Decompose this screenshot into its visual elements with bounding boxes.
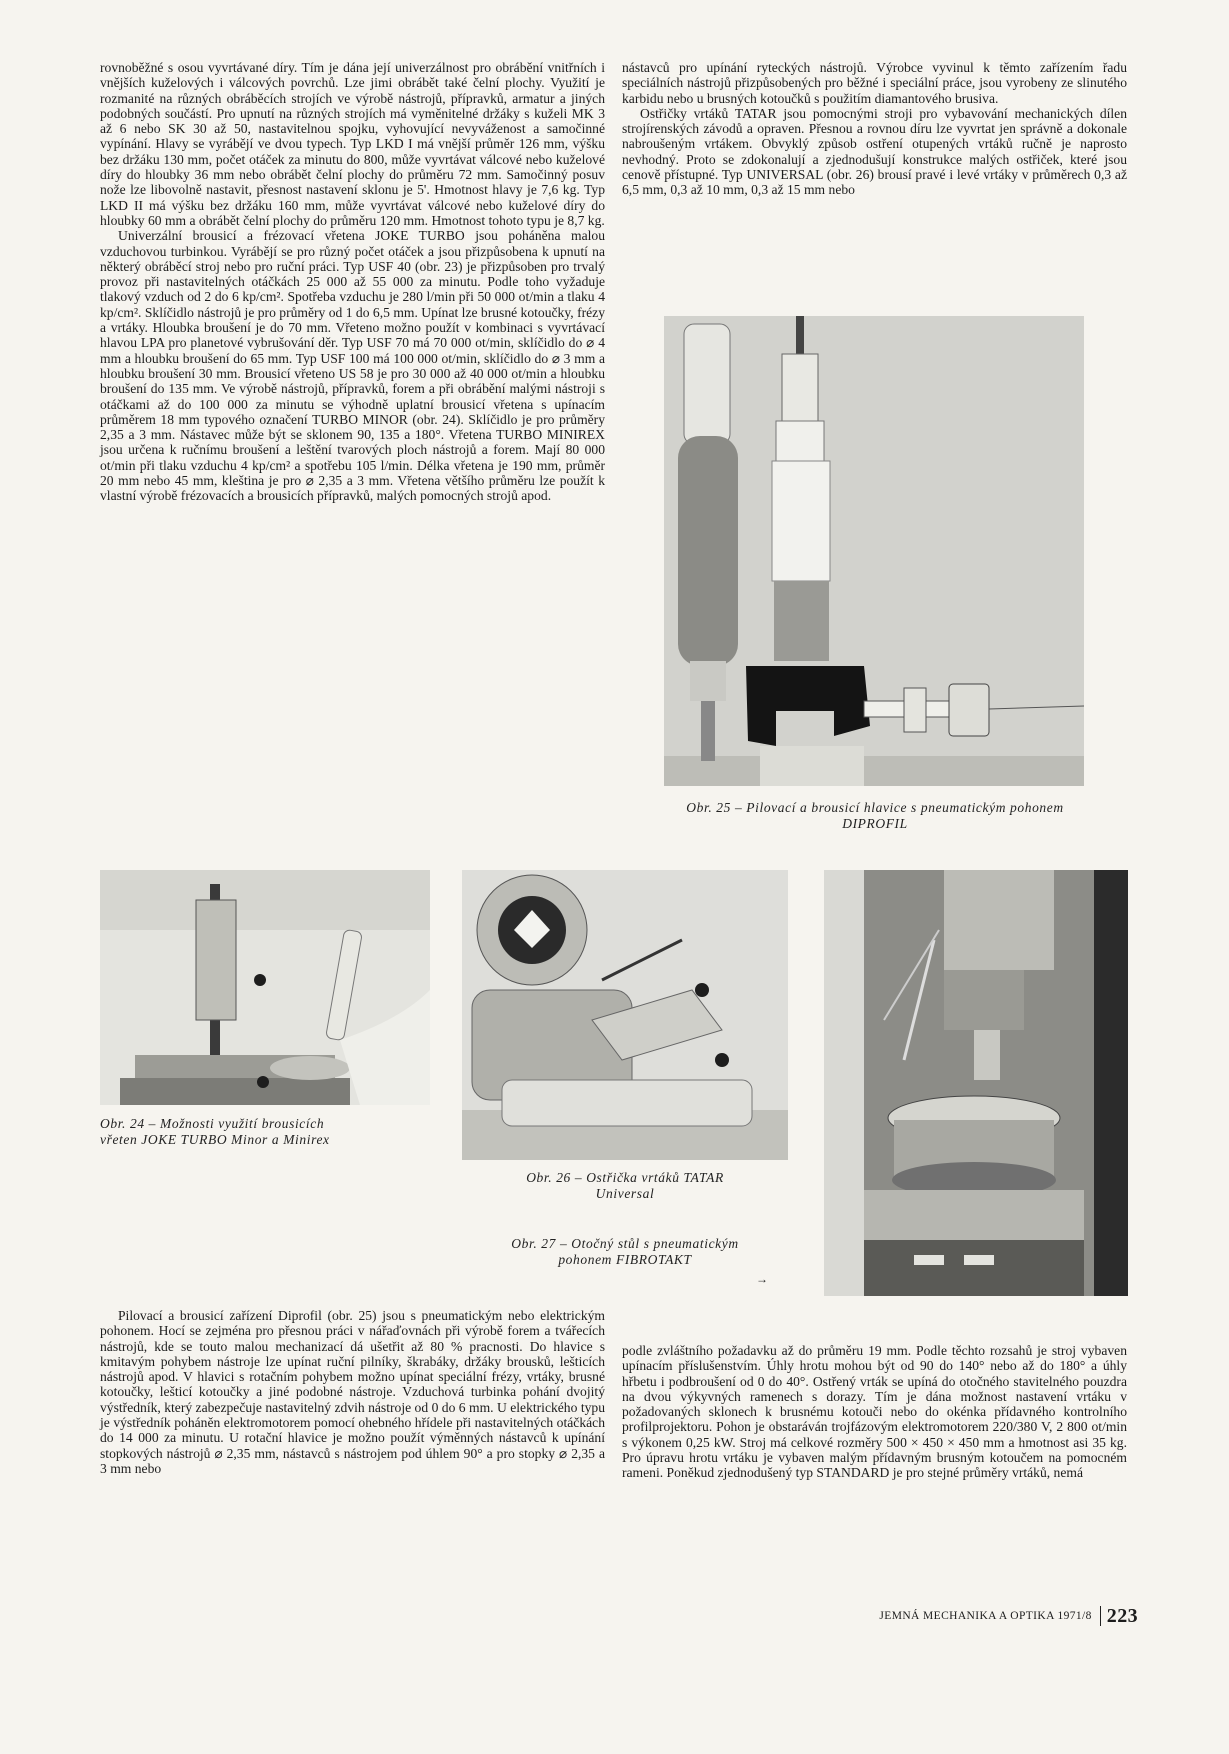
journal-title: JEMNÁ MECHANIKA A OPTIKA 1971/8 bbox=[879, 1610, 1092, 1622]
column-right-bottom bbox=[622, 1343, 1127, 1481]
column-right-top bbox=[622, 60, 1127, 198]
page-number: 223 bbox=[1106, 1604, 1138, 1627]
figure-26-caption-line2: Universal bbox=[595, 1186, 655, 1201]
figure-24-photo bbox=[100, 870, 430, 1105]
paragraph-engraving-attachments: nástavců pro upínání ryteckých nástrojů. Výrobce vyvinul k těmto zařízením řadu speciálních nástrojů přizpůsobených pro běžné i speciální práce, jsou vyrobeny ze slinutého karbidu nebo u brusných kotoučků s použitím diamantového brusiva. bbox=[622, 60, 1127, 106]
figure-27-photo bbox=[824, 870, 1128, 1296]
diprofil-device-illustration bbox=[664, 316, 1084, 786]
fibrotakt-table-illustration bbox=[824, 870, 1128, 1296]
joke-turbo-illustration bbox=[100, 870, 430, 1105]
paragraph-tatar: Ostřičky vrtáků TATAR jsou pomocnými stroji pro vybavování mechanických dílen strojírenských závodů a opraven. Přesnou a rovnou díru lze vyvrtat jen správně a dokonale nabroušeným vrtákem. Obvyklý způsob ostření otupených vrtáků ručně je naprosto nevhodný. Proto se zdokonalují a zjednodušují konstrukce malých ostřiček, které jsou cenově přístupné. Typ UNIVERSAL (obr. 26) brousí pravé i levé vrtáky v průměrech 0,3 až 6,5 mm, 0,3 až 10 mm, 0,3 až 15 mm nebo bbox=[622, 105, 1127, 198]
figure-25-caption-line1: Obr. 25 – Pilovací a brousicí hlavice s pneumatickým pohonem bbox=[686, 800, 1064, 815]
figure-24-caption-line1: Obr. 24 – Možnosti využití brousicích bbox=[100, 1116, 325, 1131]
column-left-bottom bbox=[100, 1308, 605, 1476]
footer-divider bbox=[1100, 1606, 1101, 1626]
figure-24-caption bbox=[100, 1116, 440, 1148]
figure-26-caption-line1: Obr. 26 – Ostřička vrtáků TATAR bbox=[526, 1170, 724, 1185]
figure-26-photo bbox=[462, 870, 788, 1160]
figure-27-caption-line2: pohonem FIBROTAKT bbox=[558, 1252, 692, 1267]
figure-24-caption-line2: vřeten JOKE TURBO Minor a Minirex bbox=[100, 1132, 330, 1147]
paragraph-boring-heads: rovnoběžné s osou vyvrtávané díry. Tím je dána její univerzálnost pro obrábění vnitřních i vnějších kuželových i válcových povrchů. Lze jimi obrábět také čelní plochy. Využití je rozmanité na různých obráběcích strojích ve výrobě nástrojů, přípravků, armatur a jiných podobných součástí. Pro upnutí na různých strojích má vyměnitelné držáky s kuželi MK 3 až 6 nebo SK 30 až 50, nastavitelnou spojku, vyhovující nevyváženost a samočinné vypínání. Hlavy se vyrábějí ve dvou typech. Typ LKD I má vnější průměr 126 mm, výšku bez držáku 130 mm, počet otáček za minutu do 800, může vyvrtávat válcové nebo kuželové díry do hloubky 36 mm nebo obrábět čelní plochy do průměru 72 mm. Samočinný posuv nože lze libovolně nastavit, přesnost nastavení sklonu je 5'. Hmotnost hlavy je 7,6 kg. Typ LKD II má výšku bez držáku 160 mm, může vyvrtávat válcové nebo kuželové díry do hloubky 60 mm a obrábět čelní plochy do průměru 120 mm. Hmotnost tohoto typu je 8,7 kg. bbox=[100, 60, 605, 228]
tatar-sharpener-illustration bbox=[462, 870, 788, 1160]
page-footer bbox=[818, 1604, 1138, 1628]
column-left-top bbox=[100, 60, 605, 504]
paragraph-diprofil: Pilovací a brousicí zařízení Diprofil (obr. 25) jsou s pneumatickým nebo elektrickým pohonem. Hocí se zejména pro přesnou práci v nářaďovnách při výrobě forem a tvářecích nástrojů, kde se touto malou mechanizací dá ušetřit až 80 % pracnosti. Do hlavice s kmitavým pohybem nástroje lze upínat ruční pilníky, škrabáky, držáky brousků, lešticích nástrojů apod. V hlavici s rotačním pohybem možno upínat speciální frézy, vrtáky, brusné kotoučky, lešticí kotoučky a jiné podobné nástroje. Vzduchová turbinka pohání dvojitý výstředník, který zabezpečuje nastavitelný zdvih nástroje od 0 do 6 mm. U elektrického typu je výstředník poháněn elektromotorem pomocí ohebného hřídele při nastavitelných otáčkách do 14 000 za minutu. U rotační hlavice je možno použít výměnných nástavců k upínání stopkových nástrojů ⌀ 2,35 mm, nástavců s nástrojem pod úhlem 90° a pro stopky ⌀ 2,35 a 3 mm nebo bbox=[100, 1308, 605, 1476]
figure-27-caption bbox=[440, 1236, 810, 1268]
figure-25-caption-line2: DIPROFIL bbox=[842, 816, 908, 831]
figure-25-photo bbox=[664, 316, 1084, 786]
paragraph-tatar-continued: podle zvláštního požadavku až do průměru 19 mm. Podle těchto rozsahů je stroj vybaven upínacím příslušenstvím. Úhly hrotu mohou být od 90 do 140° nebo až do 180° a úhly hřbetu i podbroušení od 0 do 40°. Ostřený vrták se upíná do otočného stavitelného pouzdra na dvou výkyvných ramenech s dorazy. Tím je dána možnost nastavení vrtáku v požadovaných sklonech k brusnému kotouči nebo do okénka přídavného kontrolního profilprojektoru. Pohon je obstaráván trojfázovým elektromotorem 220/380 V, 2 800 ot/min s výkonem 0,25 kW. Stroj má celkové rozměry 500 × 450 × 450 mm a hmotnost asi 35 kg. Pro úpravu hrotu vrtáku je vybaven malým přídavným brusným kotoučem na pomocném rameni. Poněkud zjednodušený typ STANDARD je pro stejné průměry vrtáků, nemá bbox=[622, 1343, 1127, 1481]
continuation-arrow: → bbox=[756, 1272, 768, 1286]
figure-27-caption-line1: Obr. 27 – Otočný stůl s pneumatickým bbox=[511, 1236, 739, 1251]
figure-26-caption bbox=[450, 1170, 800, 1202]
figure-25-caption bbox=[620, 800, 1130, 832]
paragraph-joke-turbo: Univerzální brousicí a frézovací vřetena JOKE TURBO jsou poháněna malou vzduchovou turbinkou. Vyrábějí se pro různý počet otáček a jsou přizpůsobena k upnutí na některý obráběcí stroj nebo pro ruční práci. Typ USF 40 (obr. 23) je přizpůsoben pro trvalý provoz při nastavitelných otáčkách 25 000 až 55 000 za minutu. Podle toho vyžaduje tlakový vzduch od 2 do 6 kp/cm². Spotřeba vzduchu je 280 l/min při 50 000 ot/min a tlaku 4 kp/cm². Sklíčidlo nástrojů je pro průměry od 1 do 6,5 mm. Upínat lze brusné kotoučky, frézy a vrtáky. Hloubka broušení je do 70 mm. Vřeteno možno použít v kombinaci s vyvrtávací hlavou LPA pro planetové vybrušování děr. Typ USF 70 má 70 000 ot/min, sklíčidlo do ⌀ 4 mm a hloubku broušení do 65 mm. Typ USF 100 má 100 000 ot/min, sklíčidlo do ⌀ 3 mm a hloubku broušení 30 mm. Brousicí vřeteno US 58 je pro 30 000 až 40 000 ot/min a hloubku broušení do 135 mm. Ve výrobě nástrojů, přípravků, forem a při obrábění malými nástroji s otáčkami až do 100 000 za minutu se výhodně uplatní brousicí vřetena s upínacím průměrem 18 mm typového označení TURBO MINOR (obr. 24). Sklíčidlo je pro průměry 2,35 a 3 mm. Nástavec může být se sklonem 90, 135 a 180°. Vřetena TURBO MINIREX jsou určena k ručnímu broušení a leštění tvarových ploch nástrojů a forem. Mají 80 000 ot/min při tlaku vzduchu 4 kp/cm² a spotřebu 105 l/min. Délka vřetena je 190 mm, průměr 20 mm nebo 45 mm, kleština je pro ⌀ 2,35 a 3 mm. Vřetena většího průměru lze použít k vlastní výrobě frézovacích a brousicích přípravků, malých pomocných strojů apod. bbox=[100, 228, 605, 504]
